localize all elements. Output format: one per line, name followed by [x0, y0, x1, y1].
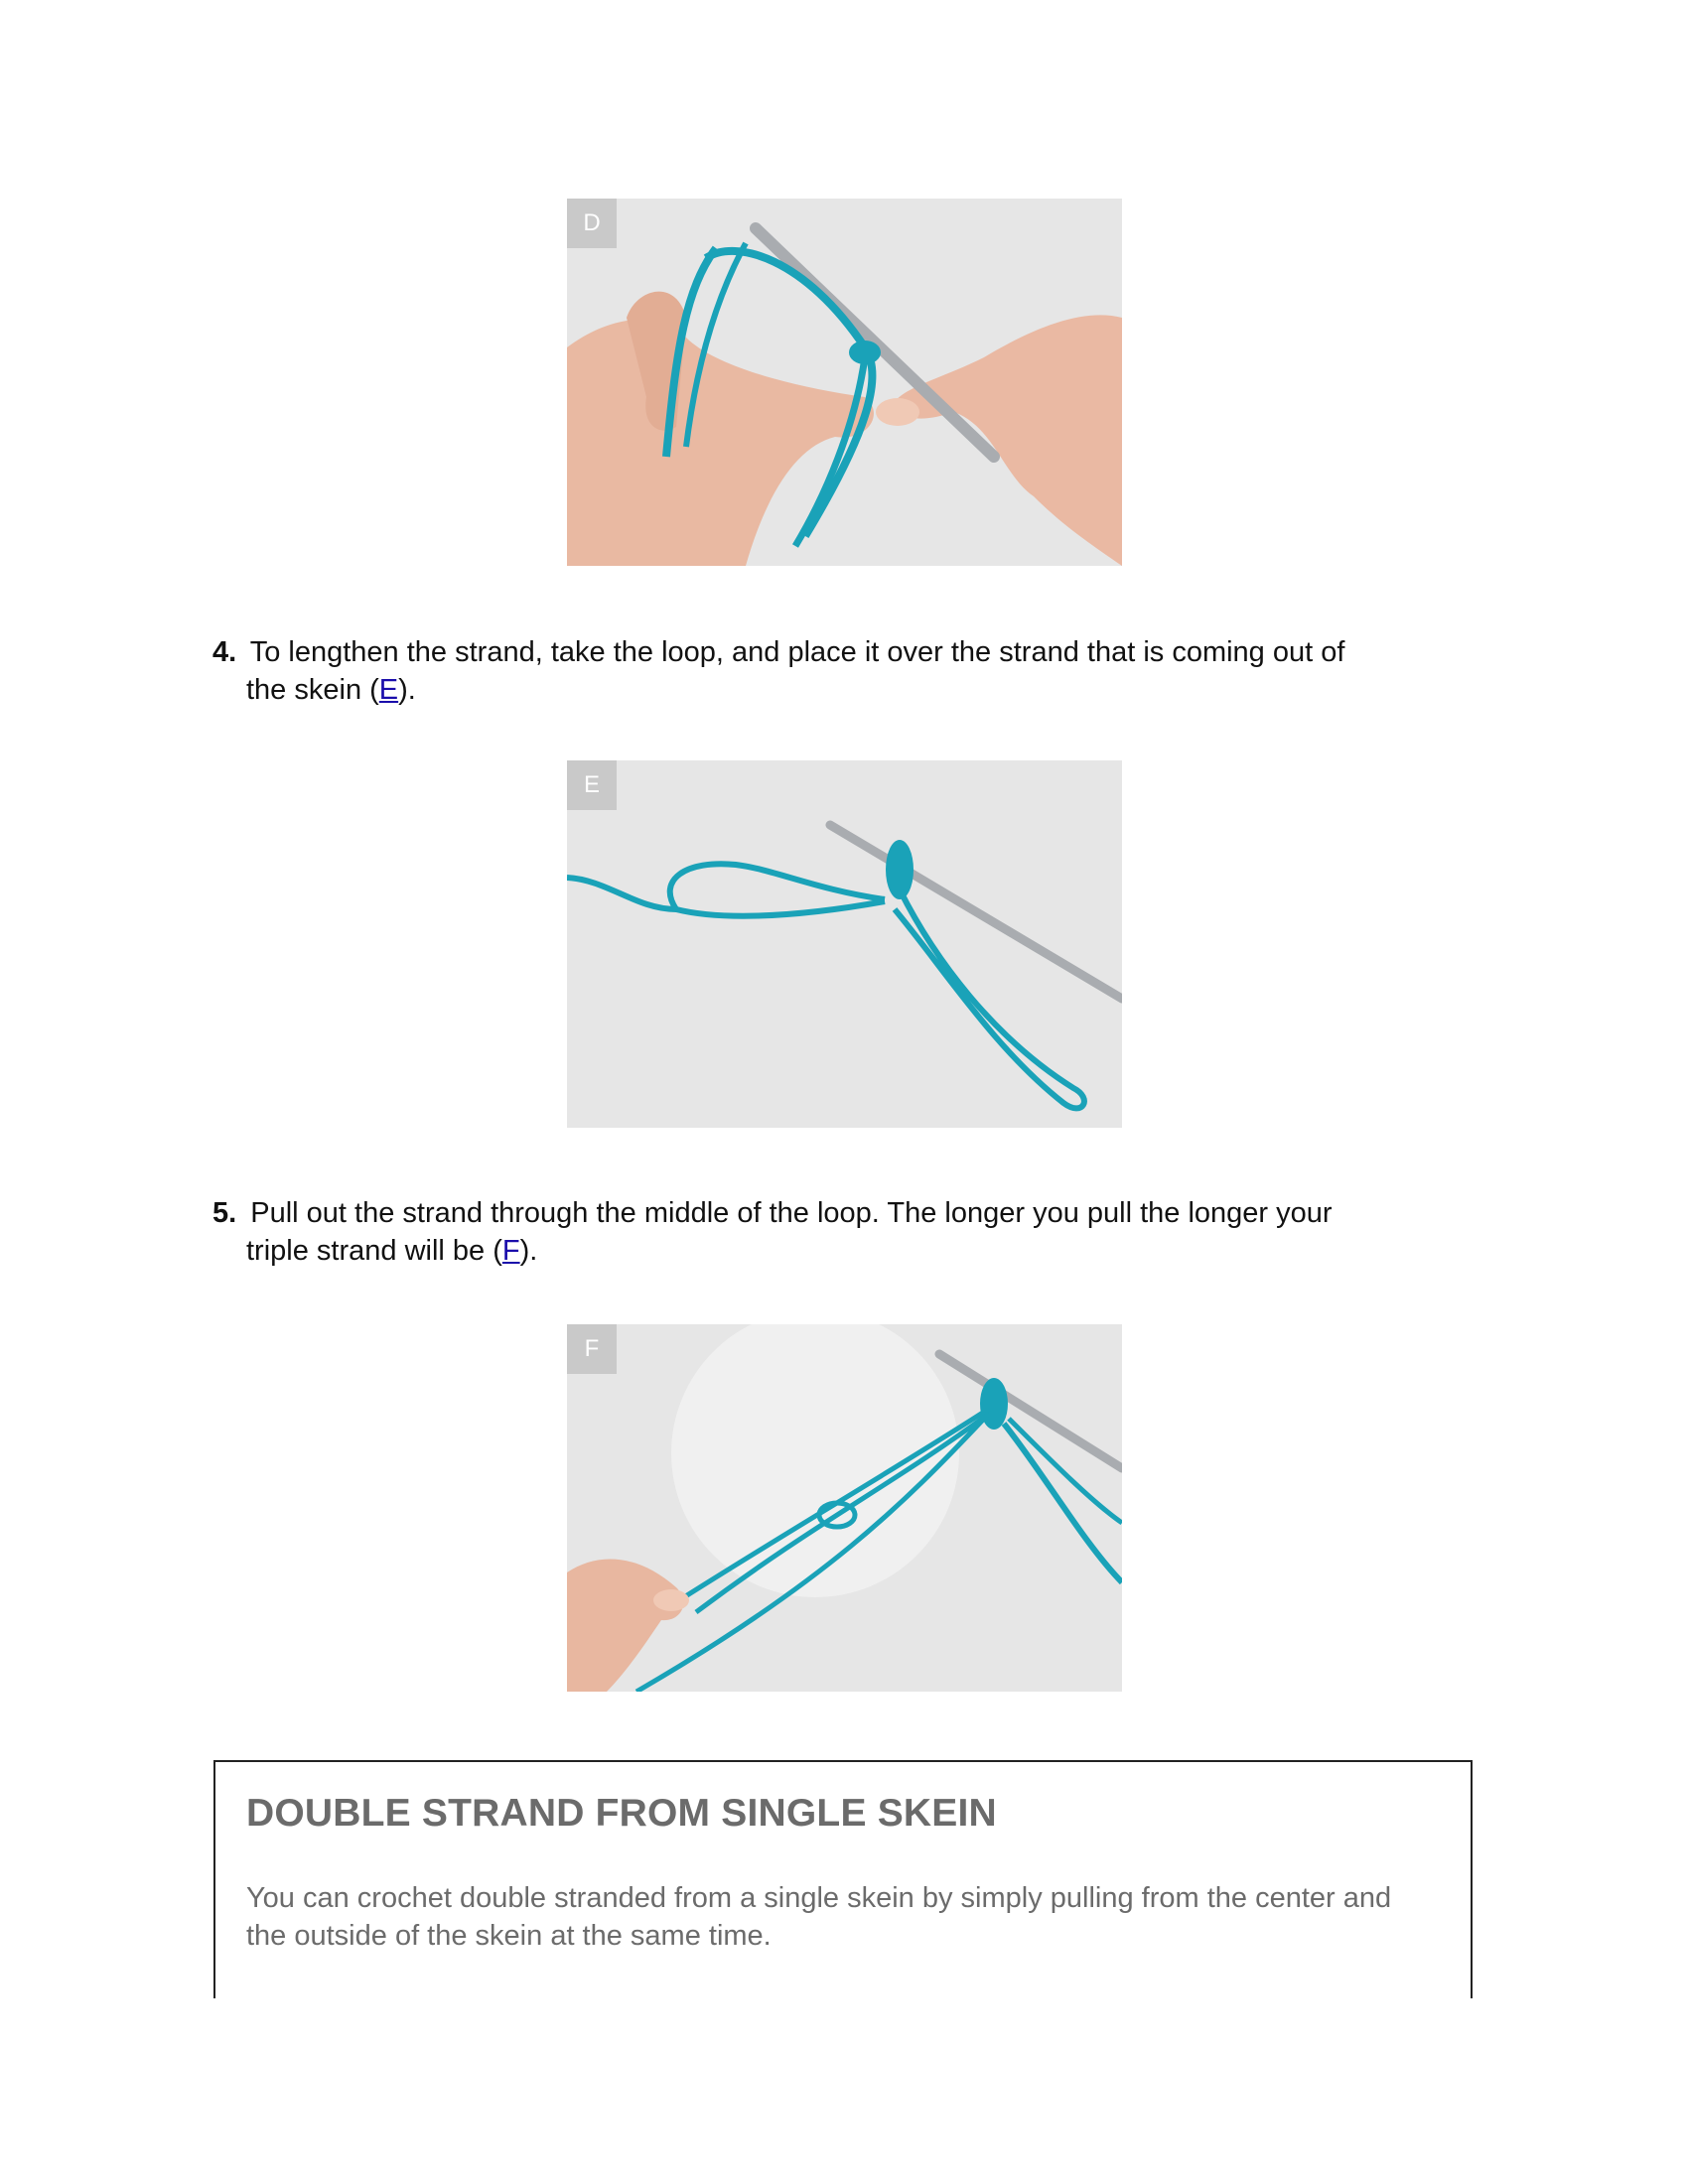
- photo-f: [567, 1324, 1122, 1692]
- figure-f-link[interactable]: F: [501, 1235, 520, 1267]
- step-text-cont: triple strand will be (: [246, 1235, 502, 1267]
- instruction-step-4: [212, 633, 1464, 709]
- photo-d-illustration: [567, 199, 1122, 566]
- photo-e-illustration: [567, 760, 1122, 1128]
- step-text-cont: the skein (: [246, 674, 379, 706]
- step-text-after: ).: [398, 674, 416, 706]
- step-text: Pull out the strand through the middle of the loop. The longer you pull the longer your: [250, 1197, 1333, 1229]
- callout-body: You can crochet double stranded from a single skein by simply pulling from the center and the outside of the skein at the same time.: [246, 1882, 1392, 1952]
- callout-title: DOUBLE STRAND FROM SINGLE SKEIN: [246, 1792, 997, 1835]
- photo-d: [567, 199, 1122, 566]
- step-number: 5.: [212, 1197, 237, 1229]
- step-text: To lengthen the strand, take the loop, and place it over the strand that is coming out of: [249, 636, 1345, 668]
- step-number: 4.: [212, 636, 237, 668]
- tip-callout-box: [213, 1760, 1473, 1998]
- photo-e: [567, 760, 1122, 1128]
- photo-label-badge: F: [567, 1324, 617, 1374]
- photo-label-badge: E: [567, 760, 617, 810]
- step-text-after: ).: [519, 1235, 538, 1267]
- photo-label-badge: D: [567, 199, 617, 248]
- photo-f-illustration: [567, 1324, 1122, 1692]
- figure-e-link[interactable]: E: [378, 674, 399, 706]
- instruction-step-5: [212, 1194, 1464, 1270]
